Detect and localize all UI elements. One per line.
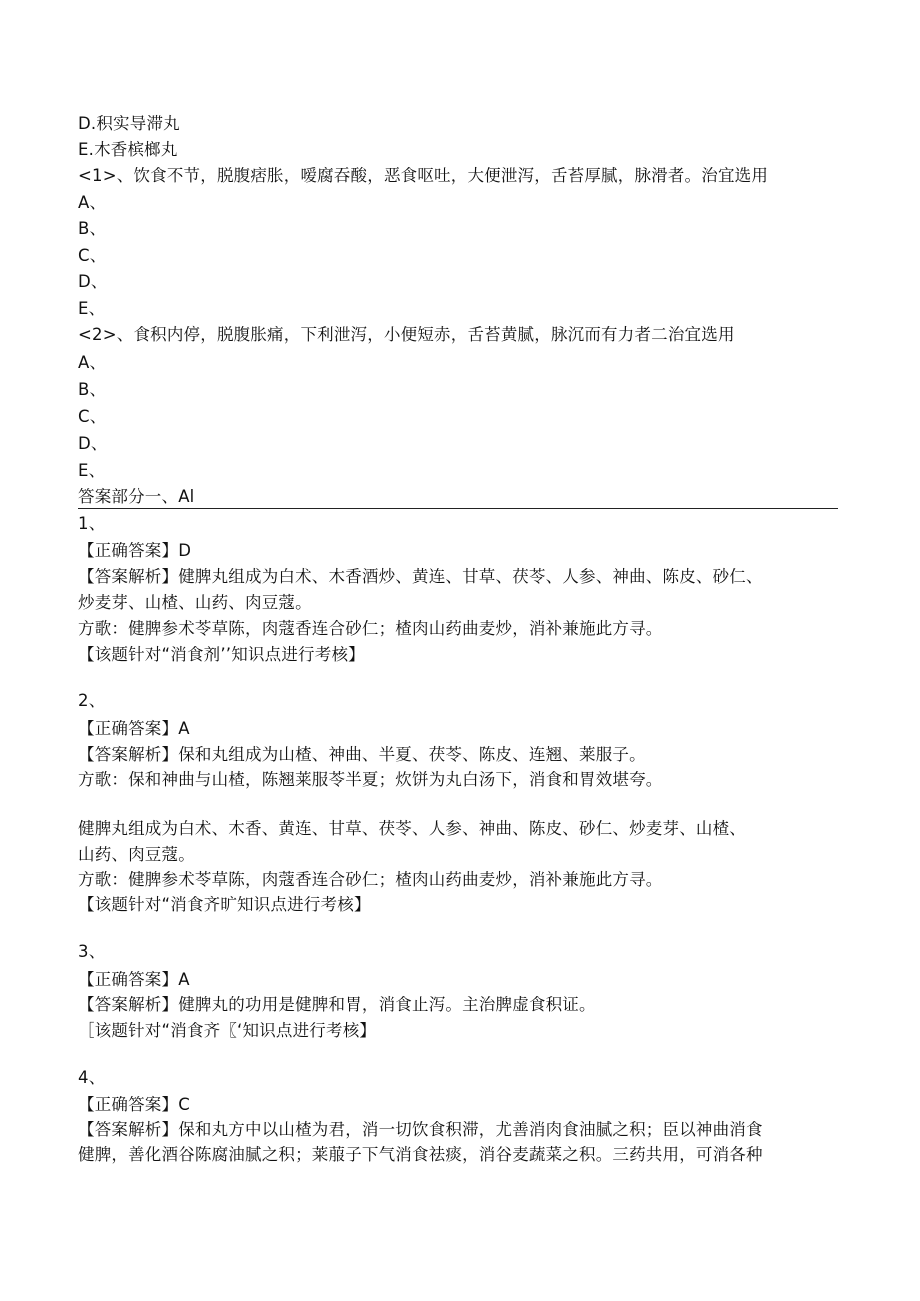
question-1-option-d: D、 bbox=[78, 272, 108, 291]
answer-2-fangge-1: 方歌：保和神曲与山楂，陈翘莱服苓半夏；炊饼为丸白汤下，消食和胃效堪夸。 bbox=[78, 770, 663, 789]
answer-3-note: ［该题针对“消食齐〖‘知识点进行考核】 bbox=[78, 1021, 377, 1040]
answer-1-fangge: 方歌：健脾参术苓草陈，肉蔻香连合砂仁；楂肉山药曲麦炒，消补兼施此方寻。 bbox=[78, 619, 663, 638]
answer-2-analysis: 【答案解析】保和丸组成为山楂、神曲、半夏、茯苓、陈皮、连翘、莱服子。 bbox=[78, 745, 646, 764]
question-2-option-a: A、 bbox=[78, 353, 107, 372]
answer-1-note: 【该题针对“消食剂’’知识点进行考核】 bbox=[78, 645, 365, 664]
answer-1-analysis-line-2: 炒麦芽、山楂、山药、肉豆蔻。 bbox=[78, 593, 312, 612]
answer-2-note: 【该题针对“消食齐旷知识点进行考核】 bbox=[78, 895, 371, 914]
answer-4-correct: 【正确答案】C bbox=[78, 1095, 190, 1114]
option-e-text: E.木香槟榔丸 bbox=[78, 140, 178, 159]
question-2-option-c: C、 bbox=[78, 407, 107, 426]
answer-2-number: 2、 bbox=[78, 691, 106, 710]
answer-3-number: 3、 bbox=[78, 942, 106, 961]
answer-1-number: 1、 bbox=[78, 514, 106, 533]
answer-3-correct: 【正确答案】A bbox=[78, 970, 190, 989]
question-2-option-e: E、 bbox=[78, 461, 106, 480]
question-1-option-b: B、 bbox=[78, 219, 107, 238]
question-1-option-e: E、 bbox=[78, 299, 106, 318]
section-divider bbox=[78, 508, 838, 509]
answer-2-correct: 【正确答案】A bbox=[78, 719, 190, 738]
question-2-option-d: D、 bbox=[78, 434, 108, 453]
answer-1-correct: 【正确答案】D bbox=[78, 541, 192, 560]
answer-3-analysis: 【答案解析】健脾丸的功用是健脾和胃，消食止泻。主治脾虚食积证。 bbox=[78, 995, 596, 1014]
answer-2-extra-line-2: 山药、肉豆蔻。 bbox=[78, 845, 195, 864]
question-1-option-a: A、 bbox=[78, 193, 107, 212]
option-d-text: D.积实导滞丸 bbox=[78, 114, 180, 133]
answer-4-analysis-line-2: 健脾，善化酒谷陈腐油腻之积；莱菔子下气消食祛痰，消谷麦蔬菜之积。三药共用，可消各种 bbox=[78, 1145, 763, 1164]
answer-2-fangge-2: 方歌：健脾参术苓草陈，肉蔻香连合砂仁；楂肉山药曲麦炒，消补兼施此方寻。 bbox=[78, 870, 663, 889]
answer-1-analysis-line-1: 【答案解析】健脾丸组成为白术、木香酒炒、黄连、甘草、茯苓、人参、神曲、陈皮、砂仁、 bbox=[78, 567, 763, 586]
answer-2-extra-line-1: 健脾丸组成为白术、木香、黄连、甘草、茯苓、人参、神曲、陈皮、砂仁、炒麦芽、山楂、 bbox=[78, 819, 746, 838]
answer-section-header: 答案部分一、Al bbox=[78, 487, 195, 506]
question-2-stem: <2>、食积内停，脱腹胀痛，下利泄泻，小便短赤，舌苔黄腻，脉沉而有力者二治宜选用 bbox=[78, 325, 735, 344]
question-1-option-c: C、 bbox=[78, 246, 107, 265]
answer-4-number: 4、 bbox=[78, 1068, 106, 1087]
question-2-option-b: B、 bbox=[78, 380, 107, 399]
answer-4-analysis-line-1: 【答案解析】保和丸方中以山楂为君，消一切饮食积滞，尤善消肉食油腻之积；臣以神曲消食 bbox=[78, 1120, 763, 1139]
question-1-stem: <1>、饮食不节，脱腹痞胀，嗳腐吞酸，恶食呕吐，大便泄泻，舌苔厚腻，脉滑者。治宜选用 bbox=[78, 166, 769, 185]
